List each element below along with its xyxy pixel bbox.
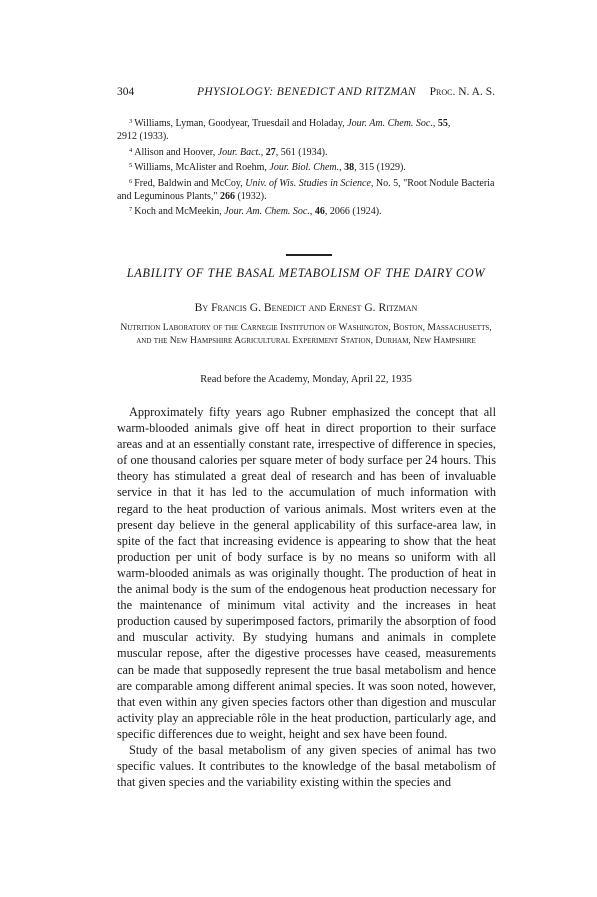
running-title: PHYSIOLOGY: BENEDICT AND RITZMAN bbox=[197, 86, 416, 98]
footnote-volume: 27 bbox=[265, 146, 276, 158]
footnote-pages: 2912 (1933). bbox=[117, 131, 169, 143]
footnote-authors: Williams, Lyman, Goodyear, Truesdail and Holaday, bbox=[134, 118, 345, 129]
footnote-journal: Jour. Am. Chem. Soc. bbox=[224, 206, 310, 218]
footnote: $^7$ Koch and McMeekin, Jour. Am. Chem. Soc., 46, 2066 (1924). bbox=[129, 206, 382, 218]
body-paragraph: Study of the basal metabolism of any given species of animal has two specific values. It contributes to the knowledge of the basal metabolism of that given species and the variability existing within the species and bbox=[117, 742, 496, 790]
page-number: 304 bbox=[117, 86, 135, 98]
article-title: LABILITY OF THE BASAL METABOLISM OF THE DAIRY COW bbox=[126, 266, 486, 280]
footnote-pages: (1932). bbox=[237, 191, 267, 203]
footnote-pages: 315 (1929). bbox=[359, 162, 406, 174]
footnote-mark: 5 bbox=[129, 162, 133, 170]
running-head bbox=[117, 84, 495, 100]
footnote-authors: Koch and McMeekin, bbox=[134, 206, 222, 218]
footnote-mark: 7 bbox=[129, 206, 133, 214]
footnote-volume: 55 bbox=[437, 118, 448, 129]
footnote: $^3$ Williams, Lyman, Goodyear, Truesdail and Holaday, Jour. Am. Chem. Soc., 55, bbox=[129, 118, 451, 129]
footnote-mark: 3 bbox=[129, 118, 133, 125]
footnote: $^6$ Fred, Baldwin and McCoy, Univ. of Wis. Studies in Science, No. 5, "Root Nodule Bacteria and Leguminous Plants," 266 (1932). bbox=[117, 177, 495, 203]
footnote-mark: 6 bbox=[129, 177, 133, 185]
section-divider bbox=[286, 254, 332, 256]
footnote-mark: 4 bbox=[129, 146, 133, 154]
footnote-pages: 561 (1934). bbox=[280, 146, 328, 158]
footnotes bbox=[117, 115, 495, 219]
author-affiliation: Nutrition Laboratory of the Carnegie Institution of Washington, Boston, Massachusetts, and the New Hampshire Agricultural Experiment Station, Durham, New Hampshire bbox=[120, 322, 492, 346]
footnote-volume: 38 bbox=[344, 162, 355, 174]
footnote-authors: Williams, McAlister and Roehm, bbox=[134, 162, 267, 174]
journal-abbreviation: Proc. N. A. S. bbox=[429, 86, 495, 98]
article-body bbox=[117, 404, 496, 790]
body-paragraph: Approximately fifty years ago Rubner emphasized the concept that all warm-blooded animals give off heat in direct proportion to their surface areas and at an essentially constant rate, irrespective of difference in species, of one thousand calories per square meter of body surface per 24 hours. This theory has stimulated a great deal of research and has been of invaluable service in that it has led to the accumulation of much information with regard to the heat production of various animals. Most writers even at the present day believe in the general applicability of this surface-area law, in spite of the fact that increasing evidence is appearing to show that the heat production per unit of body surface is by no means so uniform with all warm-blooded animals as was originally thought. The production of heat in the animal body is the sum of the endogenous heat production necessary for the maintenance of minimum vital activity and the increases in heat production caused by superimposed factors, primarily the absorption of food and muscular activity. By studying humans and animals in complete muscular repose, after the digestive processes have ceased, measurements can be made that supposedly represent the true basal metabolism and hence are comparable among different animal species. It was soon noted, however, that even within any given species factors other than digestion and muscular activity play an appreciable rôle in the heat production, particularly age, and specific differences due to weight, height and sex have been found. bbox=[117, 405, 496, 741]
footnote-continuation bbox=[117, 130, 495, 143]
footnote-pages: 2066 (1924). bbox=[329, 206, 382, 218]
footnote: $^4$ Allison and Hoover, Jour. Bact., 27, 561 (1934). bbox=[129, 146, 328, 158]
presentation-note: Read before the Academy, Monday, April 22, 1935 bbox=[200, 374, 412, 385]
footnote-series: No. 5, "Root Nodule Bacteria and Leguminous Plants," bbox=[117, 177, 495, 203]
footnote: $^5$ Williams, McAlister and Roehm, Jour. Biol. Chem., 38, 315 (1929). bbox=[129, 162, 406, 174]
footnote-authors: Allison and Hoover, bbox=[134, 146, 216, 158]
footnote-journal: Jour. Biol. Chem. bbox=[269, 162, 340, 174]
footnote-journal: Univ. of Wis. Studies in Science bbox=[245, 177, 371, 189]
author-byline: By Francis G. Benedict and Ernest G. Ritzman bbox=[194, 301, 418, 314]
footnote-volume: 266 bbox=[219, 191, 235, 203]
footnote-journal: Jour. Am. Chem. Soc. bbox=[347, 118, 433, 129]
footnote-journal: Jour. Bact. bbox=[217, 146, 261, 158]
footnote-authors: Fred, Baldwin and McCoy, bbox=[134, 177, 243, 189]
footnote-volume: 46 bbox=[314, 206, 325, 218]
